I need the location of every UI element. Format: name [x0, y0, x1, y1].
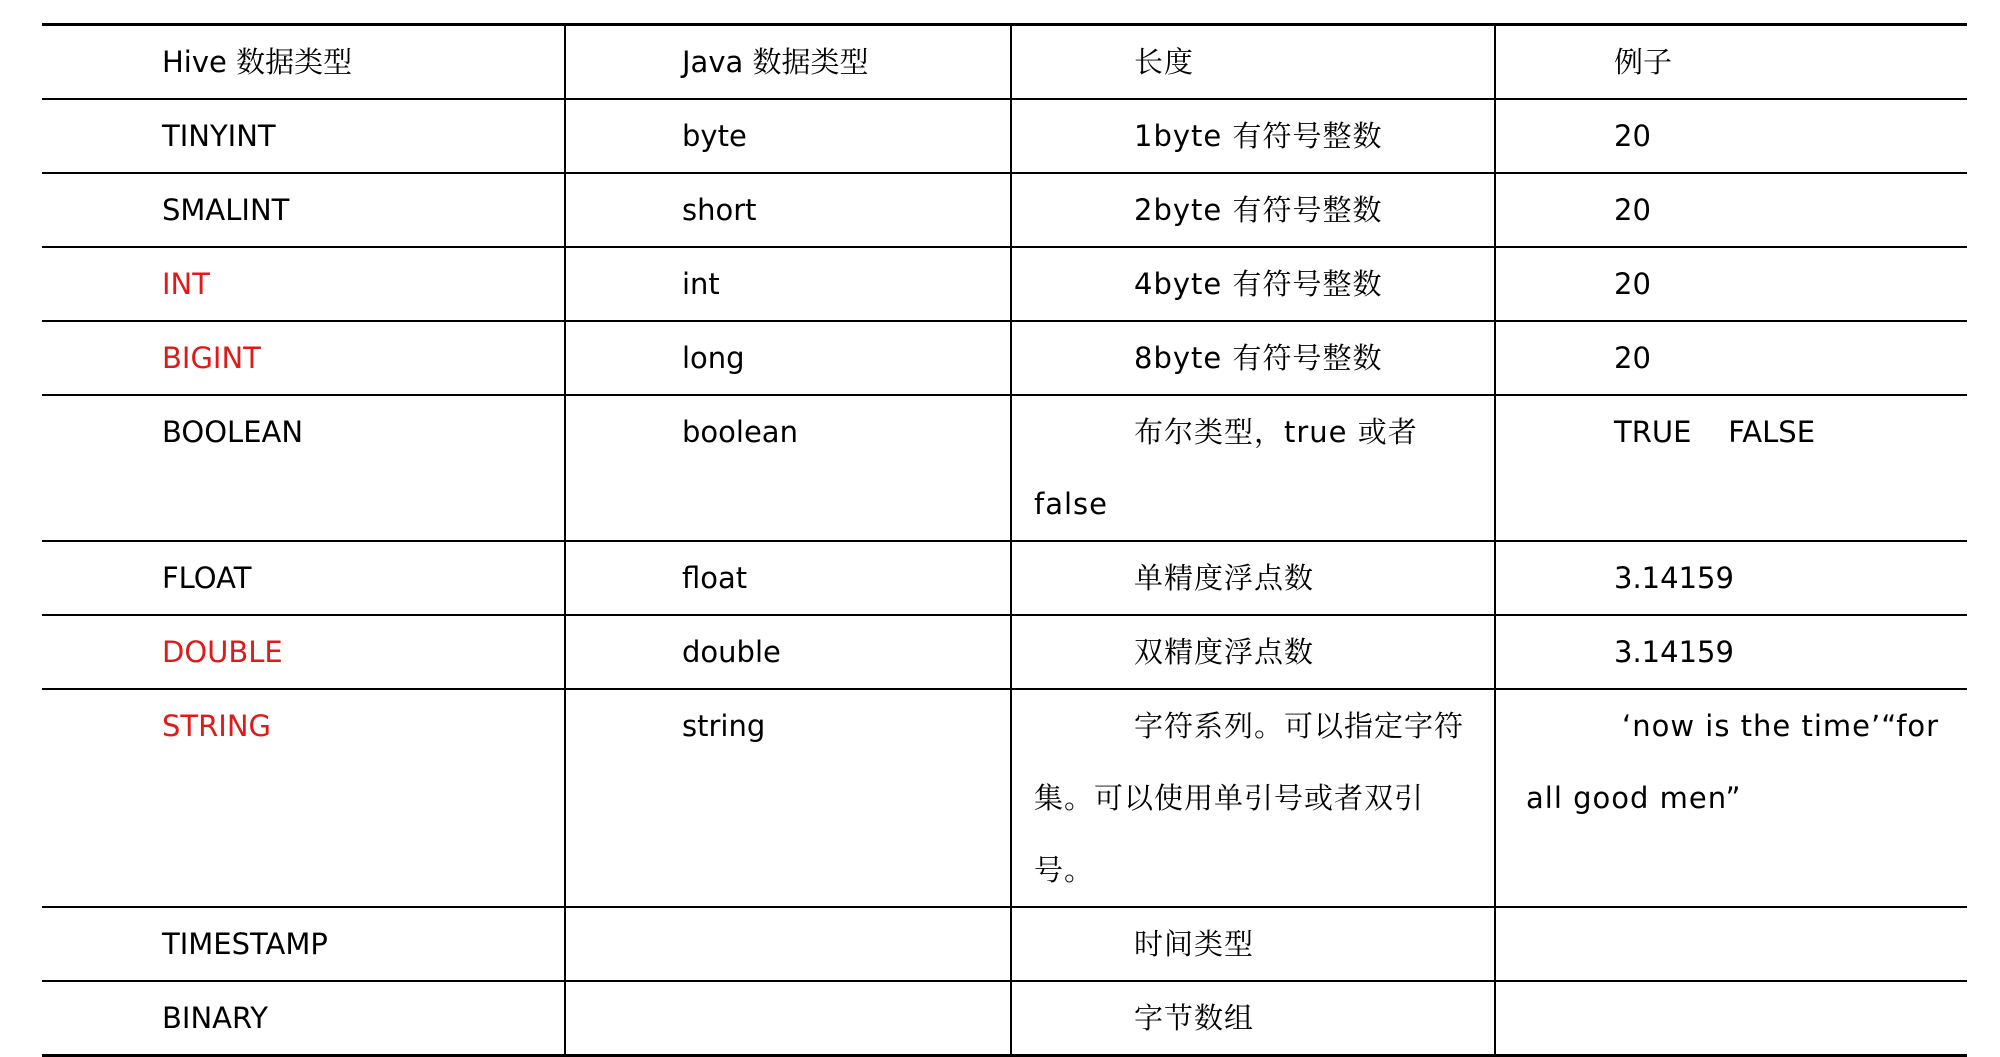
java-type-cell — [565, 689, 1011, 907]
header-label: Java 数据类型 — [682, 45, 869, 79]
table-header-row — [42, 25, 1967, 100]
header-cell-length — [1011, 25, 1495, 100]
length-text: 8byte 有符号整数 — [1134, 341, 1383, 375]
hive-type-text: SMALINT — [162, 193, 290, 227]
java-type-cell — [565, 173, 1011, 247]
java-type-text: byte — [682, 119, 747, 153]
table-row — [42, 99, 1967, 173]
table-row — [42, 541, 1967, 615]
length-cell — [1011, 541, 1495, 615]
hive-type-text: BOOLEAN — [162, 415, 304, 449]
hive-type-text-highlighted: BIGINT — [162, 341, 261, 375]
java-type-text: short — [682, 193, 757, 227]
hive-type-cell — [42, 615, 565, 689]
example-text: 20 — [1614, 267, 1651, 301]
length-cell — [1011, 247, 1495, 321]
length-text: 双精度浮点数 — [1134, 635, 1315, 669]
hive-type-cell — [42, 99, 565, 173]
hive-type-cell — [42, 981, 565, 1056]
example-text: 3.14159 — [1614, 635, 1734, 669]
hive-type-cell — [42, 907, 565, 981]
hive-type-cell — [42, 689, 565, 907]
length-text: 布尔类型，true 或者 false — [1034, 415, 1418, 521]
length-cell — [1011, 395, 1495, 541]
hive-data-type-table — [42, 23, 1967, 1057]
hive-type-text: TIMESTAMP — [162, 927, 328, 961]
header-label: 长度 — [1134, 45, 1195, 79]
table-row — [42, 173, 1967, 247]
hive-type-text: BINARY — [162, 1001, 268, 1035]
header-label: 例子 — [1614, 45, 1673, 79]
java-type-text: int — [682, 267, 720, 301]
hive-type-text: FLOAT — [162, 561, 252, 595]
example-cell — [1495, 907, 1967, 981]
length-text: 字节数组 — [1134, 1001, 1255, 1035]
java-type-text: boolean — [682, 415, 798, 449]
hive-type-cell — [42, 321, 565, 395]
table-row — [42, 981, 1967, 1056]
table-row — [42, 321, 1967, 395]
hive-type-cell — [42, 247, 565, 321]
java-type-cell — [565, 907, 1011, 981]
example-text: 20 — [1614, 341, 1651, 375]
data-type-table-container — [42, 23, 1967, 1057]
java-type-text: float — [682, 561, 748, 595]
java-type-cell — [565, 321, 1011, 395]
length-cell — [1011, 99, 1495, 173]
example-cell — [1495, 173, 1967, 247]
example-text: 20 — [1614, 119, 1651, 153]
length-text: 1byte 有符号整数 — [1134, 119, 1383, 153]
hive-type-text: TINYINT — [162, 119, 276, 153]
hive-type-text-highlighted: STRING — [162, 709, 271, 743]
length-cell — [1011, 321, 1495, 395]
length-cell — [1011, 689, 1495, 907]
header-cell-example — [1495, 25, 1967, 100]
length-cell — [1011, 615, 1495, 689]
example-cell — [1495, 541, 1967, 615]
length-text: 4byte 有符号整数 — [1134, 267, 1383, 301]
length-cell — [1011, 907, 1495, 981]
java-type-text: long — [682, 341, 745, 375]
example-text: ‘now is the time’“for all good men” — [1526, 709, 1940, 815]
java-type-cell — [565, 981, 1011, 1056]
example-cell — [1495, 321, 1967, 395]
example-cell — [1495, 689, 1967, 907]
length-cell — [1011, 173, 1495, 247]
java-type-cell — [565, 395, 1011, 541]
table-row — [42, 615, 1967, 689]
java-type-cell — [565, 615, 1011, 689]
header-label: Hive 数据类型 — [162, 45, 353, 79]
table-row — [42, 689, 1967, 907]
java-type-cell — [565, 541, 1011, 615]
java-type-text: string — [682, 709, 766, 743]
hive-type-cell — [42, 541, 565, 615]
example-cell — [1495, 247, 1967, 321]
example-cell — [1495, 99, 1967, 173]
example-text: 20 — [1614, 193, 1651, 227]
header-cell-java-type — [565, 25, 1011, 100]
example-text: TRUE FALSE — [1614, 415, 1816, 449]
java-type-cell — [565, 99, 1011, 173]
hive-type-cell — [42, 395, 565, 541]
hive-type-text-highlighted: DOUBLE — [162, 635, 283, 669]
table-row — [42, 247, 1967, 321]
length-text: 2byte 有符号整数 — [1134, 193, 1383, 227]
hive-type-cell — [42, 173, 565, 247]
example-cell — [1495, 615, 1967, 689]
length-text: 单精度浮点数 — [1134, 561, 1315, 595]
example-text: 3.14159 — [1614, 561, 1734, 595]
example-cell — [1495, 981, 1967, 1056]
table-row — [42, 907, 1967, 981]
header-cell-hive-type — [42, 25, 565, 100]
java-type-text: double — [682, 635, 781, 669]
table-row — [42, 395, 1967, 541]
example-cell — [1495, 395, 1967, 541]
java-type-cell — [565, 247, 1011, 321]
length-text: 字符系列。可以指定字符集。可以使用单引号或者双引号。 — [1034, 709, 1465, 887]
length-text: 时间类型 — [1134, 927, 1255, 961]
length-cell — [1011, 981, 1495, 1056]
hive-type-text-highlighted: INT — [162, 267, 210, 301]
